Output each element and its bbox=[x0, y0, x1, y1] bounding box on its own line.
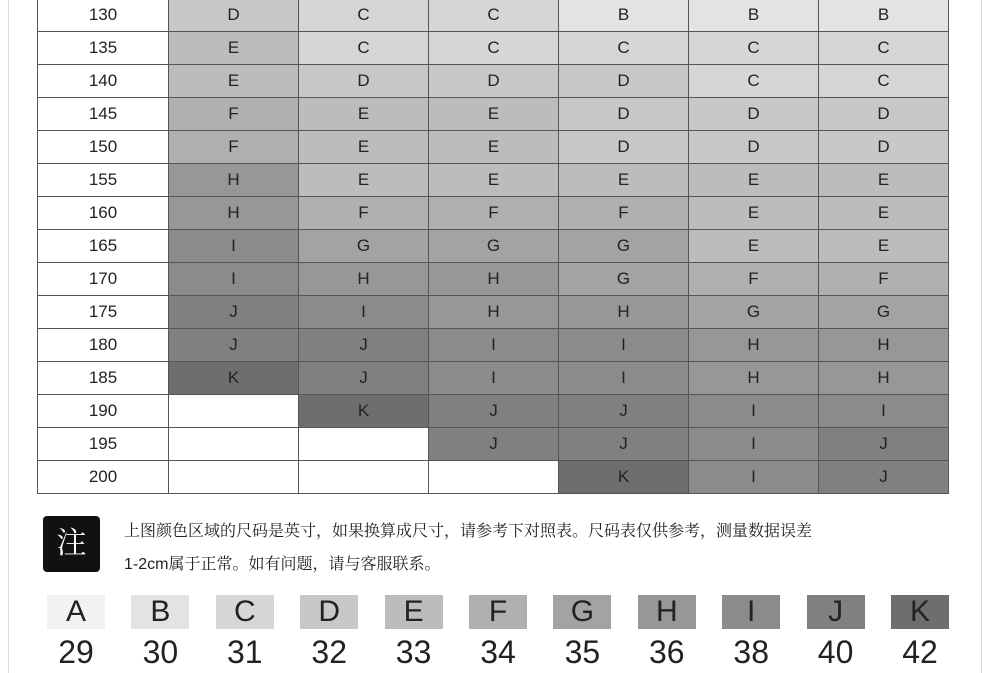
size-cell: E bbox=[429, 131, 559, 164]
size-cell: D bbox=[559, 65, 689, 98]
size-cell: E bbox=[819, 230, 949, 263]
size-cell: D bbox=[689, 98, 819, 131]
size-cell: J bbox=[559, 428, 689, 461]
legend-letter: I bbox=[722, 595, 780, 629]
size-cell: B bbox=[559, 0, 689, 32]
row-height-label: 170 bbox=[38, 263, 169, 296]
size-cell: E bbox=[819, 164, 949, 197]
note-text-line-1: 上图颜色区域的尺码是英寸，如果换算成尺寸，请参考下对照表。尺码表仅供参考，测量数据误差 bbox=[124, 523, 813, 540]
size-cell: F bbox=[299, 197, 429, 230]
size-cell: J bbox=[169, 329, 299, 362]
size-cell: I bbox=[689, 461, 819, 494]
size-cell: J bbox=[819, 461, 949, 494]
legend-value: 36 bbox=[649, 634, 685, 670]
row-height-label: 130 bbox=[38, 0, 169, 32]
size-cell: B bbox=[819, 0, 949, 32]
page-border-right bbox=[981, 0, 982, 673]
page-border-left bbox=[8, 0, 9, 673]
size-cell: J bbox=[299, 329, 429, 362]
size-chart-body bbox=[38, 0, 949, 494]
size-cell: E bbox=[689, 164, 819, 197]
size-cell: I bbox=[169, 263, 299, 296]
size-cell: E bbox=[819, 197, 949, 230]
table-row bbox=[38, 296, 949, 329]
size-cell: C bbox=[689, 65, 819, 98]
legend-value: 34 bbox=[480, 634, 516, 670]
size-cell: J bbox=[169, 296, 299, 329]
size-cell: H bbox=[169, 164, 299, 197]
table-row bbox=[38, 164, 949, 197]
legend-value: 31 bbox=[227, 634, 263, 670]
size-cell: F bbox=[689, 263, 819, 296]
legend-value: 40 bbox=[817, 634, 854, 670]
size-cell: H bbox=[299, 263, 429, 296]
size-cell: D bbox=[559, 131, 689, 164]
row-height-label: 195 bbox=[38, 428, 169, 461]
row-height-label: 165 bbox=[38, 230, 169, 263]
size-cell: E bbox=[169, 65, 299, 98]
size-cell: C bbox=[299, 32, 429, 65]
size-cell: H bbox=[689, 329, 819, 362]
size-cell: H bbox=[429, 296, 559, 329]
row-height-label: 180 bbox=[38, 329, 169, 362]
size-cell: G bbox=[429, 230, 559, 263]
legend-letter: G bbox=[553, 595, 611, 629]
size-chart-table bbox=[37, 0, 949, 494]
row-height-label: 150 bbox=[38, 131, 169, 164]
size-cell: E bbox=[689, 230, 819, 263]
size-cell bbox=[169, 461, 299, 494]
size-cell: D bbox=[819, 98, 949, 131]
table-row bbox=[38, 65, 949, 98]
row-height-label: 135 bbox=[38, 32, 169, 65]
row-height-label: 140 bbox=[38, 65, 169, 98]
size-cell bbox=[299, 428, 429, 461]
legend-letter: J bbox=[807, 595, 865, 629]
table-row bbox=[38, 131, 949, 164]
size-cell bbox=[429, 461, 559, 494]
size-cell: E bbox=[299, 131, 429, 164]
legend-value: 32 bbox=[311, 634, 347, 670]
size-cell: E bbox=[299, 98, 429, 131]
size-cell: G bbox=[819, 296, 949, 329]
row-height-label: 185 bbox=[38, 362, 169, 395]
row-height-label: 190 bbox=[38, 395, 169, 428]
legend-letter: D bbox=[300, 595, 358, 629]
size-cell: K bbox=[169, 362, 299, 395]
size-cell: K bbox=[559, 461, 689, 494]
size-cell: H bbox=[689, 362, 819, 395]
size-cell: C bbox=[559, 32, 689, 65]
table-row bbox=[38, 0, 949, 32]
table-row bbox=[38, 461, 949, 494]
legend-value: 30 bbox=[142, 634, 179, 670]
size-cell: I bbox=[689, 428, 819, 461]
table-row bbox=[38, 428, 949, 461]
size-cell: D bbox=[819, 131, 949, 164]
note-badge: 注 bbox=[43, 516, 100, 572]
size-cell: C bbox=[819, 32, 949, 65]
size-cell: I bbox=[169, 230, 299, 263]
table-row bbox=[38, 230, 949, 263]
size-cell: I bbox=[559, 329, 689, 362]
size-cell: B bbox=[689, 0, 819, 32]
size-cell: H bbox=[559, 296, 689, 329]
size-cell: F bbox=[169, 98, 299, 131]
size-cell: I bbox=[559, 362, 689, 395]
table-row bbox=[38, 329, 949, 362]
size-cell: H bbox=[429, 263, 559, 296]
size-cell: H bbox=[819, 362, 949, 395]
row-height-label: 155 bbox=[38, 164, 169, 197]
table-row bbox=[38, 32, 949, 65]
size-cell: J bbox=[559, 395, 689, 428]
legend-letter: A bbox=[47, 595, 105, 629]
size-cell: D bbox=[689, 131, 819, 164]
legend-letter: B bbox=[131, 595, 189, 629]
size-cell bbox=[169, 428, 299, 461]
note-text-line-2: 1-2cm属于正常。如有问题，请与客服联系。 bbox=[124, 556, 441, 573]
table-row bbox=[38, 197, 949, 230]
size-cell: I bbox=[429, 362, 559, 395]
size-cell: H bbox=[169, 197, 299, 230]
size-cell: I bbox=[689, 395, 819, 428]
size-cell: E bbox=[169, 32, 299, 65]
table-row bbox=[38, 395, 949, 428]
size-cell: D bbox=[169, 0, 299, 32]
table-row bbox=[38, 263, 949, 296]
size-cell bbox=[299, 461, 429, 494]
size-cell: F bbox=[169, 131, 299, 164]
legend-letter: K bbox=[891, 595, 949, 629]
size-cell: F bbox=[819, 263, 949, 296]
size-cell: C bbox=[299, 0, 429, 32]
size-cell: K bbox=[299, 395, 429, 428]
size-cell: D bbox=[299, 65, 429, 98]
legend-value: 29 bbox=[58, 634, 94, 670]
size-cell: D bbox=[559, 98, 689, 131]
size-cell: J bbox=[819, 428, 949, 461]
legend-letter: E bbox=[385, 595, 443, 629]
table-row bbox=[38, 98, 949, 131]
size-cell: E bbox=[429, 164, 559, 197]
legend-letter: F bbox=[469, 595, 527, 629]
size-cell: I bbox=[429, 329, 559, 362]
legend-letter: H bbox=[638, 595, 696, 629]
size-cell: C bbox=[689, 32, 819, 65]
table-row bbox=[38, 362, 949, 395]
row-height-label: 160 bbox=[38, 197, 169, 230]
size-cell: G bbox=[559, 230, 689, 263]
size-cell: E bbox=[299, 164, 429, 197]
size-cell bbox=[169, 395, 299, 428]
size-cell: C bbox=[819, 65, 949, 98]
size-cell: J bbox=[429, 428, 559, 461]
size-cell: C bbox=[429, 32, 559, 65]
size-cell: J bbox=[299, 362, 429, 395]
size-cell: D bbox=[429, 65, 559, 98]
size-cell: I bbox=[299, 296, 429, 329]
size-cell: E bbox=[429, 98, 559, 131]
size-cell: G bbox=[559, 263, 689, 296]
row-height-label: 145 bbox=[38, 98, 169, 131]
row-height-label: 175 bbox=[38, 296, 169, 329]
size-cell: F bbox=[559, 197, 689, 230]
legend-value: 33 bbox=[395, 634, 432, 670]
legend-value: 42 bbox=[902, 634, 938, 670]
size-cell: I bbox=[819, 395, 949, 428]
size-cell: J bbox=[429, 395, 559, 428]
row-height-label: 200 bbox=[38, 461, 169, 494]
size-cell: E bbox=[689, 197, 819, 230]
legend-letter: C bbox=[216, 595, 274, 629]
size-cell: G bbox=[299, 230, 429, 263]
legend-value: 35 bbox=[564, 634, 601, 670]
size-cell: E bbox=[559, 164, 689, 197]
size-cell: G bbox=[689, 296, 819, 329]
legend-value: 38 bbox=[733, 634, 769, 670]
size-cell: F bbox=[429, 197, 559, 230]
size-cell: H bbox=[819, 329, 949, 362]
size-cell: C bbox=[429, 0, 559, 32]
